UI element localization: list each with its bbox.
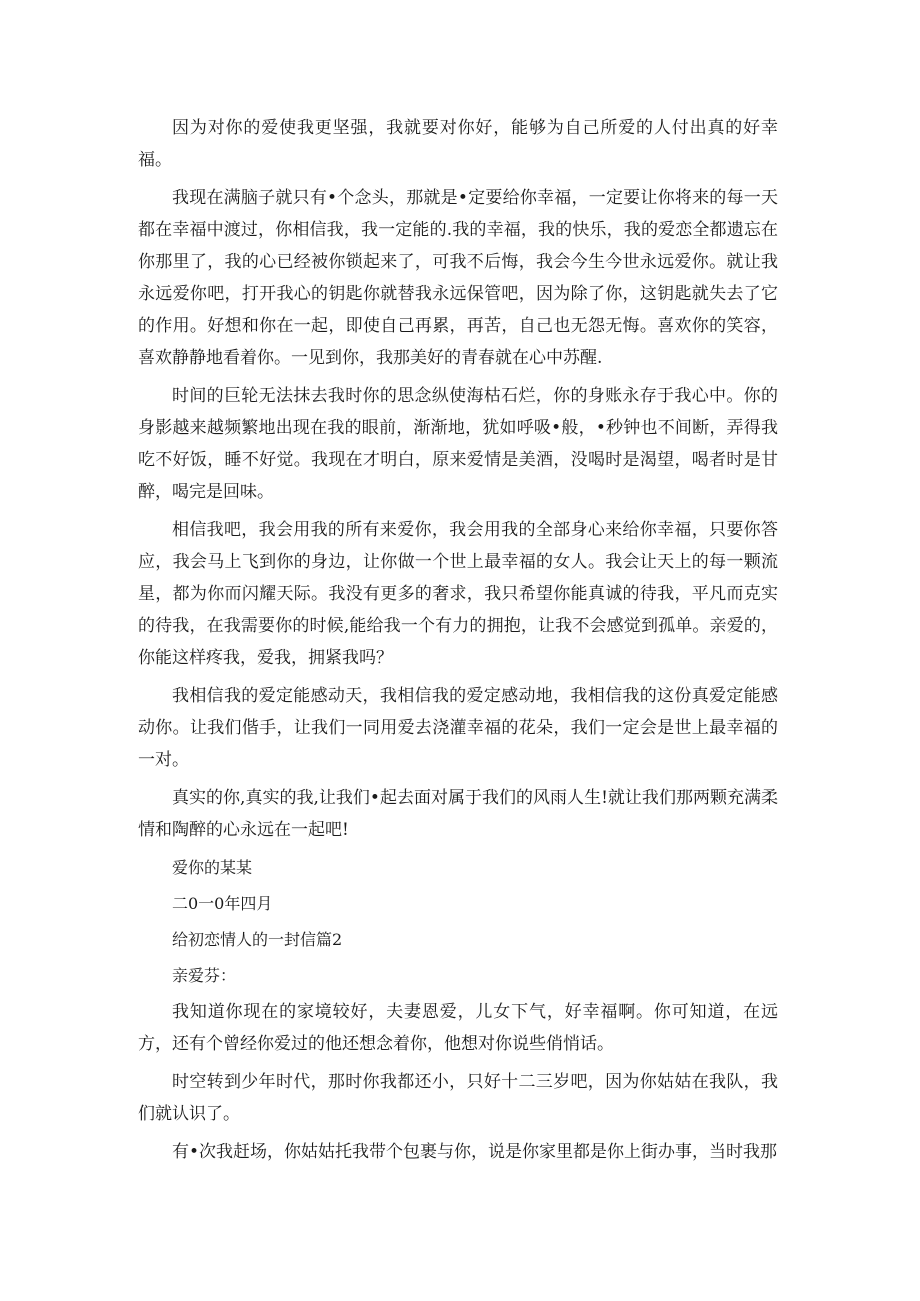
letter-date: 二0一0年四月 <box>172 894 273 913</box>
salutation: 亲爱芬： <box>172 966 237 985</box>
paragraph: 有•次我赶场，你姑姑托我带个包裹与你，说是你家里都是你上街办事，当时我那 <box>172 1142 778 1162</box>
paragraph: 相信我吧，我会用我的所有来爱你，我会用我的全部身心来给你幸福，只要你答应，我会马上飞到你的身边，让你做一个世上最幸福的女人。我会让天上的每一颗流星，都为你而闪耀天际。我没有更多的奢求，我只希望你能真诚的待我，平凡而克实的待我，在我需要你的时候,能给我一个有力的拥抱，让我不会感觉到孤单。亲爱的，你能这样疼我，爱我，拥紧我吗？ <box>138 520 778 668</box>
paragraph: 因为对你的爱使我更坚强，我就要对你好，能够为自己所爱的人付出真的好幸福。 <box>138 118 778 170</box>
paragraph: 我相信我的爱定能感动天，我相信我的爱定感动地，我相信我的这份真爱定能感动你。让我们偕手，让我们一同用爱去浇灌幸福的花朵，我们一定会是世上最幸福的一对。 <box>138 686 778 770</box>
paragraph: 时空转到少年时代，那时你我都还小，只好十二三岁吧，因为你姑姑在我队，我们就认识了。 <box>138 1072 778 1124</box>
paragraph: 我知道你现在的家境较好，夫妻恩爱，儿女下气，好幸福啊。你可知道，在远方，还有个曾经你爱过的他还想念着你，他想对你说些俏悄话。 <box>138 1002 778 1054</box>
signature: 爱你的某某 <box>172 858 253 877</box>
paragraph: 真实的你,真实的我,让我们•起去面对属于我们的风雨人生!就让我们那两颗充满柔情和陶醉的心永远在一起吧! <box>138 788 778 840</box>
document-body <box>138 112 778 1174</box>
section-title: 给初恋情人的一封信篇2 <box>172 930 343 949</box>
paragraph: 时间的巨轮无法抹去我时你的思念纵使海枯石烂，你的身账永存于我心中。你的身影越来越频繁地出现在我的眼前，渐渐地，犹如呼吸•般，•秒钟也不间断，弄得我吃不好饭，睡不好觉。我现在才明白，原来爱情是美酒，没喝时是渴望，喝者时是甘醉，喝完是回味。 <box>138 386 778 502</box>
paragraph: 我现在满脑子就只有•个念头，那就是•定要给你幸福，一定要让你将来的每一天都在幸福中渡过，你相信我，我一定能的.我的幸福，我的快乐，我的爱恋全都遗忘在你那里了，我的心已经被你锁起来了，可我不后悔，我会今生今世永远爱你。就让我永远爱你吧，打开我心的钥匙你就替我永远保管吧，因为除了你，这钥匙就失去了它的作用。好想和你在一起，即使自己再累，再苦，自己也无怨无悔。喜欢你的笑容，喜欢静静地看着你。一见到你，我那美好的青春就在心中苏醒. <box>138 188 778 368</box>
